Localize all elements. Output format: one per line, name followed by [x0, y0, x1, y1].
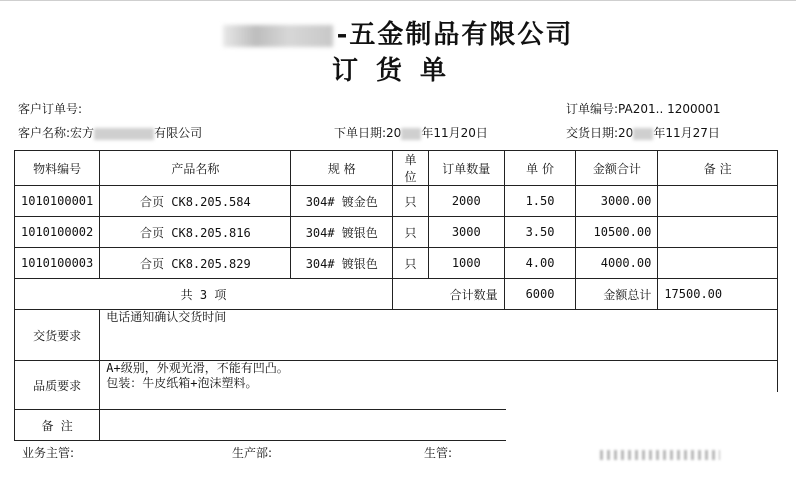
- delivery-date-year-start: 20: [618, 126, 634, 140]
- header-quantity: 订单数量: [428, 151, 504, 186]
- total-amount-label: [576, 279, 658, 310]
- cell-product: 合页 CK8.205.816: [100, 217, 291, 248]
- header-material-code: 物料编号: [15, 151, 100, 186]
- customer-name: [18, 124, 202, 141]
- delivery-requirement-row: [15, 310, 778, 361]
- total-qty-label: 合计数量: [393, 279, 505, 310]
- order-no-label: 订单编号:: [566, 102, 619, 116]
- cell-spec: 304# 镀银色: [291, 217, 393, 248]
- cell-note: [658, 186, 778, 217]
- cell-code: 1010100001: [15, 186, 100, 217]
- items-count: 共 3 项: [15, 279, 393, 310]
- company-name: [0, 14, 796, 51]
- cell-unit: 只: [393, 217, 429, 248]
- customer-order-no-label: 客户订单号:: [18, 102, 83, 116]
- redacted-order-year: [401, 128, 421, 140]
- illegible-signature-smear: [600, 450, 720, 460]
- cell-price: 4.00: [504, 248, 576, 279]
- delivery-date-label: 交货日期:: [566, 126, 619, 140]
- order-no: [566, 100, 721, 117]
- order-date-value: 年11月20日: [421, 126, 488, 140]
- redacted-company-prefix: [223, 25, 333, 47]
- cell-unit: 只: [393, 186, 429, 217]
- cell-price: 1.50: [504, 186, 576, 217]
- header-product-name: 产品名称: [100, 151, 291, 186]
- header-note: 备 注: [658, 151, 778, 186]
- redacted-delivery-year: [633, 128, 653, 140]
- delivery-date-value: 年11月27日: [653, 126, 720, 140]
- total-amount: 17500.00: [658, 279, 778, 310]
- cell-code: 1010100002: [15, 217, 100, 248]
- cell-note: [658, 217, 778, 248]
- cell-amount: 3000.00: [576, 186, 658, 217]
- company-prefix-partial: -: [336, 20, 350, 50]
- cell-unit: 只: [393, 248, 429, 279]
- cell-amount: 10500.00: [576, 217, 658, 248]
- cell-product: 合页 CK8.205.584: [100, 186, 291, 217]
- customer-order-no: [18, 100, 82, 117]
- order-date: [334, 124, 488, 141]
- table-row: [15, 248, 778, 279]
- delivery-date: [566, 124, 720, 141]
- total-amount-label-text: 金额总计: [603, 287, 652, 302]
- redacted-customer-name: [94, 128, 154, 140]
- document-title: 订货单: [331, 56, 464, 86]
- cell-qty: 3000: [428, 217, 504, 248]
- total-qty: 6000: [504, 279, 576, 310]
- company-name-text: 五金制品有限公司: [349, 20, 574, 50]
- delivery-req-text: 电话通知确认交货时间: [100, 310, 778, 361]
- cell-note: [658, 248, 778, 279]
- cell-spec: 304# 镀银色: [291, 248, 393, 279]
- cell-qty: 2000: [428, 186, 504, 217]
- delivery-req-label: 交货要求: [15, 310, 100, 361]
- window-frame: [0, 0, 796, 7]
- production-signature: 生产部:: [232, 446, 273, 460]
- header-spec: 规 格: [291, 151, 393, 186]
- cell-qty: 1000: [428, 248, 504, 279]
- header-unit-price: 单 价: [504, 151, 576, 186]
- summary-row: [15, 279, 778, 310]
- header-amount: 金额合计: [576, 151, 658, 186]
- remarks-label: 备 注: [15, 410, 100, 441]
- order-date-year-start: 20: [386, 126, 402, 140]
- header-unit: 单位: [393, 151, 429, 186]
- table-row: [15, 186, 778, 217]
- customer-name-label: 客户名称:: [18, 126, 71, 140]
- table-header-row: [15, 151, 778, 186]
- cropped-corner-overlay: [506, 392, 796, 492]
- cell-product: 合页 CK8.205.829: [100, 248, 291, 279]
- cell-code: 1010100003: [15, 248, 100, 279]
- quality-req-line-2: 包装：牛皮纸箱+泡沫塑料。: [106, 376, 258, 390]
- quality-req-line-1: A+级别，外观光滑，不能有凹凸。: [106, 361, 289, 375]
- order-date-label: 下单日期:: [334, 126, 387, 140]
- manager-signature: 生管:: [424, 446, 453, 460]
- customer-name-value-end: 有限公司: [154, 126, 203, 140]
- quality-req-label: 品质要求: [15, 361, 100, 410]
- cell-spec: 304# 镀金色: [291, 186, 393, 217]
- customer-name-value-start: 宏方: [70, 126, 95, 140]
- cell-amount: 4000.00: [576, 248, 658, 279]
- cell-price: 3.50: [504, 217, 576, 248]
- order-no-value: PA201.. 1200001: [618, 102, 721, 116]
- sales-manager-signature: 业务主管:: [22, 446, 75, 460]
- table-row: [15, 217, 778, 248]
